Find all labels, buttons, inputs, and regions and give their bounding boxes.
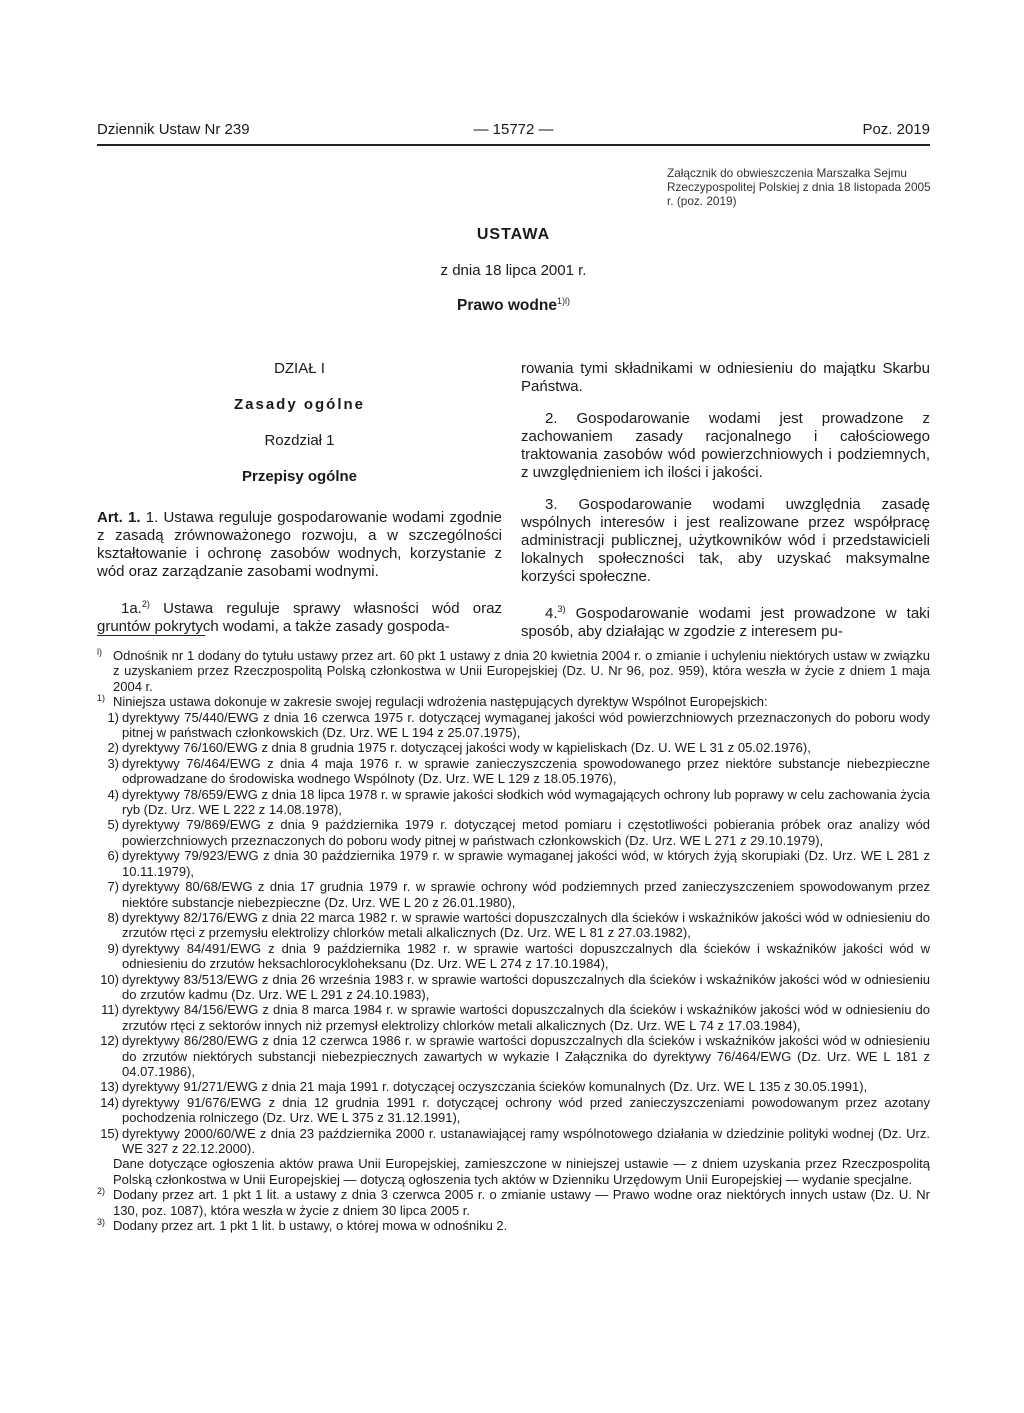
item-number: 12): [100, 1033, 119, 1049]
item-text: dyrektywy 78/659/EWG z dnia 18 lipca 1978 r. w sprawie jakości słodkich wód wymagających ochrony lub poprawy w celu zachowania życia ryb (Dz. Urz. WE L 222 z 14.08.1978),: [122, 786, 930, 818]
directive-item: [97, 756, 930, 787]
item-text: dyrektywy 84/491/EWG z dnia 9 października 1982 r. w sprawie wartości dopuszczalnych dla ścieków i wskaźników jakości wód w odniesieniu do zrzutów heksachlorocykloheksanu (Dz. Urz. WE L 274 z 17.10.1984),: [122, 940, 930, 972]
footnote-1: [97, 694, 930, 709]
art1-paragraph3: 3. Gospodarowanie wodami uwzględnia zasadę wspólnych interesów i jest realizowane przez współpracę administracji publicznej, użytkowników wód i przedstawicieli lokalnych społeczności tak, aby uzyskać maksymalne korzyści społeczne.: [521, 496, 930, 585]
art1-paragraph1a-text: Ustawa reguluje sprawy własności wód oraz gruntów pokrytych wodami, a także zasady gospoda-: [97, 600, 502, 635]
item-number: 10): [100, 971, 119, 987]
item-number: 3): [107, 755, 119, 771]
footnote-text: Dodany przez art. 1 pkt 1 lit. b ustawy, o której mowa w odnośniku 2.: [113, 1218, 508, 1234]
position-number: Poz. 2019: [862, 121, 930, 138]
footnotes: [97, 648, 930, 1233]
item-text: dyrektywy 82/176/EWG z dnia 22 marca 1982 r. w sprawie wartości dopuszczalnych dla ścieków i wskaźników jakości wód w odniesieniu do zrzutów rtęci z przemysłu elektrolizy chlorków metali alkalicznych (Dz. Urz. WE L 81 z 27.03.1982),: [122, 909, 930, 941]
art1-paragraph1-text: 1. Ustawa reguluje gospodarowanie wodami zgodnie z zasadą zrównoważonego rozwoju, a w szczególności kształtowanie i ochronę zasobów wodnych, korzystanie z wód oraz zarządzanie zasobami wodnymi.: [97, 509, 502, 580]
footnote-separator: [97, 635, 205, 636]
directive-item: [97, 1079, 930, 1094]
directive-item: [97, 848, 930, 879]
chapter-title: Przepisy ogólne: [241, 468, 358, 485]
eu-publication-note: Dane dotyczące ogłoszenia aktów prawa Unii Europejskiej, zamieszczone w niniejszej ustawie — z dniem uzyskania przez Rzeczpospolitą Polską członkostwa w Unii Europejskiej — dotyczą ogłoszenia tych aktów w Dzienniku Urzędowym Unii Europejskiej — wydanie specjalne.: [113, 1156, 930, 1187]
annex-note: Załącznik do obwieszczenia Marszałka Sejmu Rzeczypospolitej Polskiej z dnia 18 listopada 2005 r. (poz. 2019): [667, 166, 931, 208]
item-number: 1): [107, 709, 119, 725]
division-label: DZIAŁ I: [274, 360, 325, 377]
act-type: USTAWA: [476, 226, 551, 243]
directive-item: [97, 879, 930, 910]
paragraph-4-label: 4.: [545, 605, 558, 622]
item-text: dyrektywy 83/513/EWG z dnia 26 września 1983 r. w sprawie wartości dopuszczalnych dla ścieków i wskaźników jakości wód w odniesieniu do zrzutów kadmu (Dz. Urz. WE L 291 z 24.10.1983),: [122, 971, 930, 1002]
item-number: 14): [100, 1094, 119, 1110]
item-text: dyrektywy 91/676/EWG z dnia 12 grudnia 1991 r. dotyczącej ochrony wód przed zanieczyszczeniami powodowanym przez azotany pochodzenia rolniczego (Dz. Urz. WE L 375 z 31.12.1991),: [122, 1094, 930, 1126]
act-title-footnote-mark: 1)l): [556, 296, 570, 306]
item-text: dyrektywy 84/156/EWG z dnia 8 marca 1984 r. w sprawie wartości dopuszczalnych dla ścieków i wskaźników jakości wód w odniesieniu do zrzutów rtęci z sektorów innych niż przemysł elektrolizy chlorków metali alkalicznych (Dz. Urz. WE L 74 z 17.03.1984),: [122, 1002, 930, 1033]
item-text: dyrektywy 79/869/EWG z dnia 9 października 1979 r. dotyczącej metod pomiaru i częstotliwości pobierania próbek oraz analizy wód powierzchniowych przeznaczonych do poboru wody pitnej w państwach członkowskich (Dz. Urz. WE L 271 z 29.10.1979),: [122, 817, 930, 848]
item-number: 11): [101, 1002, 119, 1018]
directive-item: [97, 941, 930, 972]
item-number: 8): [107, 909, 119, 925]
item-number: 5): [107, 817, 119, 833]
chapter-label: Rozdział 1: [264, 432, 335, 449]
directive-item: [97, 710, 930, 741]
item-number: 4): [107, 786, 119, 802]
footnote-text: Dodany przez art. 1 pkt 1 lit. a ustawy z dnia 3 czerwca 2005 r. o zmianie ustawy — Prawo wodne oraz niektórych innych ustaw (Dz. U. Nr 130, poz. 1087), która weszła w życie z dniem 30 lipca 2005 r.: [113, 1187, 930, 1218]
footnote-mark: 2): [97, 1186, 106, 1197]
division-title: Zasady ogólne: [233, 396, 366, 413]
directive-item: [97, 817, 930, 848]
act-title: [97, 296, 930, 315]
art1-paragraph2: 2. Gospodarowanie wodami jest prowadzone z zachowaniem zasady racjonalnego i całościowego traktowania zasobów wód powierzchniowych i podziemnych, z uwzględnieniem ich ilości i jakości.: [521, 410, 930, 481]
act-date: z dnia 18 lipca 2001 r.: [440, 262, 587, 279]
item-number: 6): [107, 848, 119, 864]
footnote-mark: 1): [97, 693, 106, 704]
item-text: dyrektywy 76/464/EWG z dnia 4 maja 1976 r. w sprawie zanieczyszczenia spowodowanego przez niektóre substancje niebezpieczne odprowadzane do środowiska wodnego Wspólnoty (Dz. Urz. WE L 129 z 18.05.1976),: [122, 755, 930, 787]
running-header: [97, 121, 930, 145]
art1-paragraph4: [521, 600, 930, 641]
footnote-text: Odnośnik nr 1 dodany do tytułu ustawy przez art. 60 pkt 1 ustawy z dnia 20 kwietnia 2004 r. o zmianie i uchyleniu niektórych ustaw w związku z uzyskaniem przez Rzeczpospolitą Polską członkostwa w Unii Europejskiej (Dz. U. Nr 96, poz. 959), która weszła w życie z dniem 1 maja 2004 r.: [113, 648, 930, 694]
item-number: 9): [107, 940, 119, 956]
paragraph-1a-label: 1a.: [121, 600, 142, 617]
footnote-mark: 3): [97, 1217, 106, 1228]
art1-paragraph1: [97, 509, 502, 581]
item-number: 15): [100, 1125, 119, 1141]
directive-item: [97, 1095, 930, 1126]
paragraph-1a-footnote-mark: 2): [141, 599, 150, 609]
right-column: [521, 360, 930, 641]
item-text: dyrektywy 76/160/EWG z dnia 8 grudnia 1975 r. dotyczącej jakości wody w kąpieliskach (Dz. U. WE L 31 z 05.02.1976),: [122, 740, 811, 756]
directive-item: [97, 740, 930, 755]
footnote-l: [97, 648, 930, 694]
journal-name: Dziennik Ustaw Nr 239: [97, 121, 250, 138]
footnote-text: Niniejsza ustawa dokonuje w zakresie swojej regulacji wdrożenia następujących dyrektyw Wspólnot Europejskich:: [113, 694, 768, 710]
directive-item: [97, 910, 930, 941]
footnote-3: [97, 1218, 930, 1233]
item-number: 13): [100, 1079, 119, 1095]
directive-list: [97, 710, 930, 1157]
item-number: 2): [107, 740, 119, 756]
item-text: dyrektywy 91/271/EWG z dnia 21 maja 1991 r. dotyczącej oczyszczania ścieków komunalnych (Dz. Urz. WE L 135 z 30.05.1991),: [122, 1079, 868, 1095]
art1-paragraph1a-continued: rowania tymi składnikami w odniesieniu do majątku Skarbu Państwa.: [521, 360, 930, 395]
art1-paragraph4-text: Gospodarowanie wodami jest prowadzone w taki sposób, aby działając w zgodzie z interesem pu-: [521, 605, 930, 640]
directive-item: [97, 972, 930, 1003]
footnote-2: [97, 1187, 930, 1218]
item-number: 7): [107, 879, 119, 895]
page-number: — 15772 —: [473, 121, 554, 138]
article-label: Art. 1.: [97, 509, 141, 526]
act-title-text: Prawo wodne: [457, 297, 557, 315]
directive-item: [97, 1002, 930, 1033]
directive-item: [97, 1126, 930, 1157]
item-text: dyrektywy 80/68/EWG z dnia 17 grudnia 1979 r. w sprawie ochrony wód podziemnych przed zanieczyszczeniem spowodowanym przez niektóre substancje niebezpieczne (Dz. Urz. WE L 20 z 26.01.1980),: [122, 879, 930, 910]
item-text: dyrektywy 75/440/EWG z dnia 16 czerwca 1975 r. dotyczącej wymaganej jakości wód powierzchniowych przeznaczonych do poboru wody pitnej w państwach członkowskich (Dz. Urz. WE L 194 z 25.07.1975),: [122, 709, 930, 741]
art1-paragraph1a: [97, 595, 502, 636]
header-rule: [97, 144, 930, 146]
item-text: dyrektywy 2000/60/WE z dnia 23 października 2000 r. ustanawiającej ramy wspólnotowego działania w dziedzinie polityki wodnej (Dz. Urz. WE 327 z 22.12.2000).: [122, 1125, 930, 1156]
footnote-mark: l): [97, 647, 102, 657]
directive-item: [97, 787, 930, 818]
item-text: dyrektywy 86/280/EWG z dnia 12 czerwca 1986 r. w sprawie wartości dopuszczalnych dla ścieków i wskaźników jakości wód w odniesieniu do zrzutów niektórych substancji niebezpiecznych zawartych w wykazie I Załącznika do dyrektywy 76/464/EWG (Dz. Urz. WE L 181 z 04.07.1986),: [122, 1033, 930, 1079]
paragraph-4-footnote-mark: 3): [557, 604, 566, 614]
item-text: dyrektywy 79/923/EWG z dnia 30 października 1979 r. w sprawie wymaganej jakości wód, w których żyją skorupiaki (Dz. Urz. WE L 281 z 10.11.1979),: [122, 848, 930, 879]
directive-item: [97, 1033, 930, 1079]
left-column: [97, 360, 502, 636]
